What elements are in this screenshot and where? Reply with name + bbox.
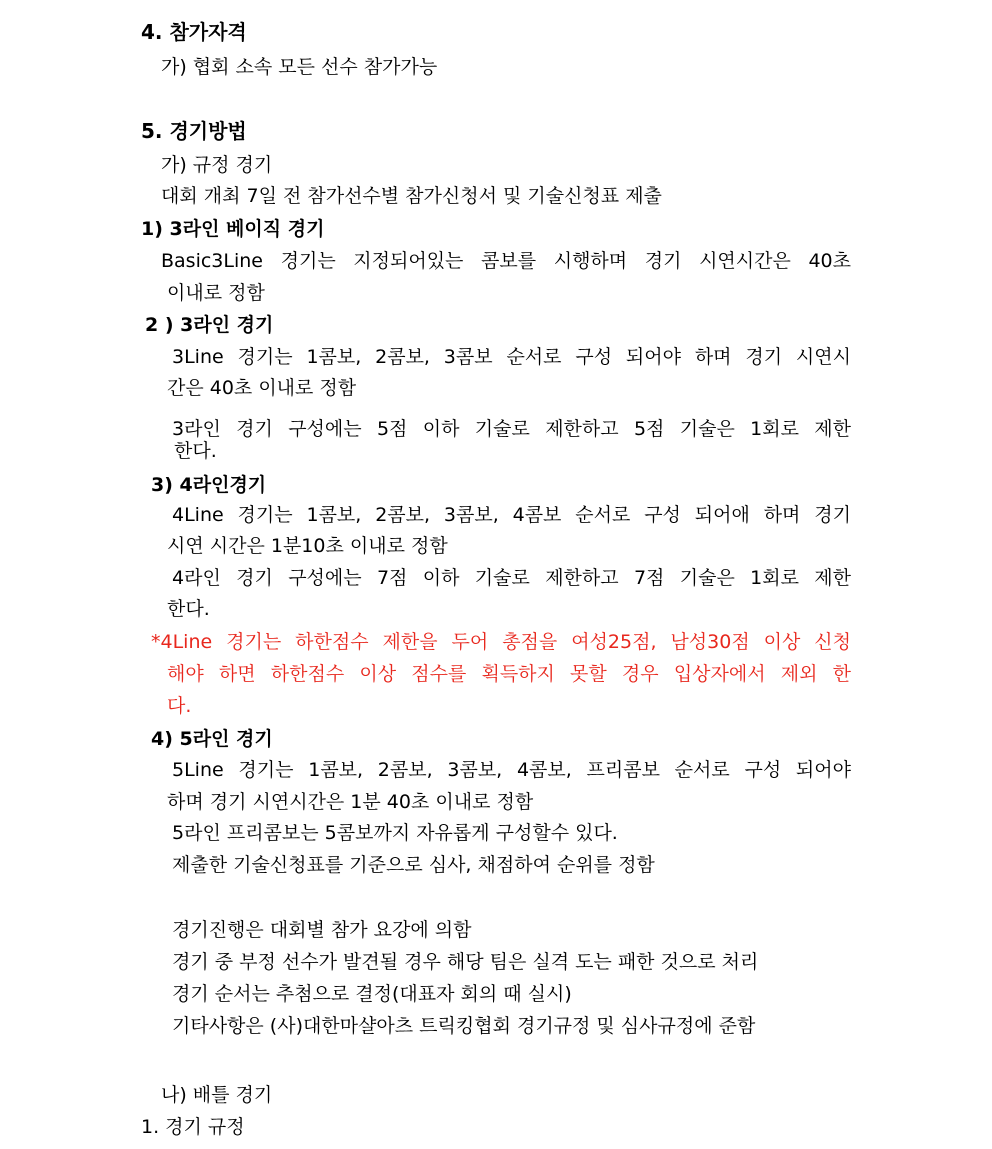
4line-text: 4Line 경기는 1콤보, 2콤보, 3콤보, 4콤보 순서로 구성 되어애 하며 경기 bbox=[172, 504, 851, 526]
subsection-title-5line: 4) 5라인 경기 bbox=[151, 728, 273, 750]
general-rule-line: 경기 중 부정 선수가 발견될 경우 해당 팀은 실격 도는 패한 것으로 처리 bbox=[172, 951, 759, 973]
basic-3line-text: 이내로 정함 bbox=[167, 282, 265, 304]
5line-text: 하며 경기 시연시간은 1분 40초 이내로 정함 bbox=[167, 791, 534, 813]
general-rule-line: 경기진행은 대회별 참가 요강에 의함 bbox=[172, 919, 472, 941]
4line-text: 한다. bbox=[167, 598, 210, 620]
3line-text: 3Line 경기는 1콤보, 2콤보, 3콤보 순서로 구성 되어야 하며 경기 시연시 bbox=[172, 346, 851, 368]
submission-notice: 대회 개최 7일 전 참가선수별 참가신청서 및 기술신청표 제출 bbox=[161, 185, 662, 207]
subsection-title-3line: 2 ) 3라인 경기 bbox=[145, 314, 274, 336]
4line-minimum-score-note: 다. bbox=[167, 695, 192, 717]
section-heading-competition-method: 5. 경기방법 bbox=[141, 119, 247, 143]
5line-text: 5라인 프리콤보는 5콤보까지 자유롭게 구성할수 있다. bbox=[172, 822, 618, 844]
4line-minimum-score-note: *4Line 경기는 하한점수 제한을 두어 총점을 여성25점, 남성30점 이상 신청 bbox=[151, 631, 851, 653]
subsection-title-4line: 3) 4라인경기 bbox=[151, 474, 267, 496]
3line-text: 3라인 경기 구성에는 5점 이하 기술로 제한하고 5점 기술은 1회로 제한 bbox=[172, 418, 851, 440]
battle-match-heading: 나) 배틀 경기 bbox=[161, 1084, 273, 1106]
3line-text: 한다. bbox=[174, 440, 217, 462]
general-rule-line: 기타사항은 (사)대한마샬아츠 트릭킹협회 경기규정 및 심사규정에 준함 bbox=[172, 1015, 756, 1037]
basic-3line-text: Basic3Line 경기는 지정되어있는 콤보를 시행하며 경기 시연시간은 40초 bbox=[161, 250, 851, 272]
section-heading-eligibility: 4. 참가자격 bbox=[141, 20, 247, 44]
4line-text: 4라인 경기 구성에는 7점 이하 기술로 제한하고 7점 기술은 1회로 제한 bbox=[172, 567, 851, 589]
regulation-match-label: 가) 규정 경기 bbox=[161, 154, 273, 176]
4line-text: 시연 시간은 1분10초 이내로 정함 bbox=[167, 535, 448, 557]
4line-minimum-score-note: 해야 하면 하한점수 이상 점수를 획득하지 못할 경우 입상자에서 제외 한 bbox=[167, 663, 851, 685]
3line-text: 간은 40초 이내로 정함 bbox=[167, 377, 357, 399]
eligibility-line: 가) 협회 소속 모든 선수 참가가능 bbox=[161, 56, 438, 78]
5line-text: 5Line 경기는 1콤보, 2콤보, 3콤보, 4콤보, 프리콤보 순서로 구성 되어야 bbox=[172, 759, 851, 781]
general-rule-line: 경기 순서는 추첨으로 결정(대표자 회의 때 실시) bbox=[172, 983, 572, 1005]
subsection-title-basic-3line: 1) 3라인 베이직 경기 bbox=[141, 218, 325, 240]
battle-rules-item: 1. 경기 규정 bbox=[141, 1116, 245, 1138]
5line-text: 제출한 기술신청표를 기준으로 심사, 채점하여 순위를 정함 bbox=[172, 854, 655, 876]
